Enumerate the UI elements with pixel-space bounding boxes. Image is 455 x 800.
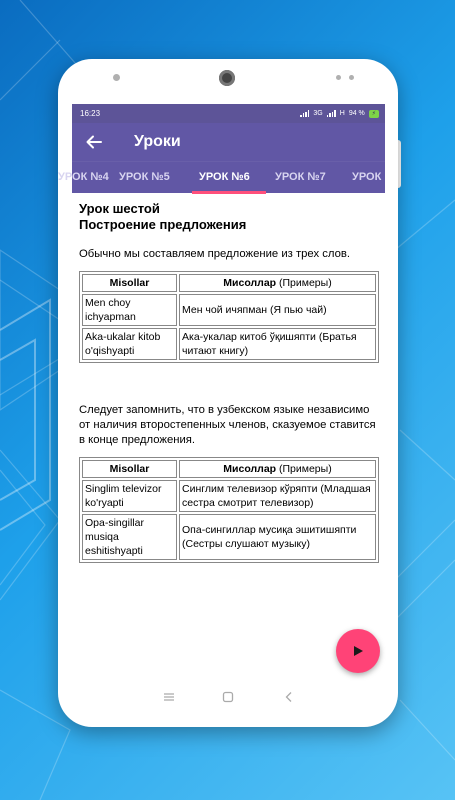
table-row: [82, 514, 376, 560]
table-header-row: [82, 460, 376, 478]
tab-lesson-8[interactable]: УРОК: [352, 171, 382, 183]
tab-lesson-5[interactable]: УРОК №5: [119, 171, 170, 183]
app-title: Уроки: [134, 133, 181, 150]
table-cell-ru: Мен чой ичяпман (Я пью чай): [179, 294, 376, 326]
signal-icon: [300, 110, 309, 117]
lesson-content: [72, 193, 385, 563]
status-time: 16:23: [80, 109, 101, 118]
lesson-title-line1: Урок шестой: [79, 201, 160, 216]
back-button[interactable]: [72, 123, 116, 161]
play-audio-button[interactable]: [336, 629, 380, 673]
arrow-left-icon: [86, 135, 102, 149]
lesson-intro: Обычно мы составляем предложение из трех слов.: [79, 248, 351, 260]
app-bar: [72, 123, 385, 161]
phone-speaker-dots: [336, 75, 354, 81]
table-cell-uz: Opa-singillar musiqa eshitishyapti: [82, 514, 177, 560]
lesson-tabs: [58, 161, 385, 193]
lesson-rule: Следует запомнить, что в узбекском языке независимо от наличия второстепенных членов, сказуемое ставится в конце предложения.: [79, 404, 376, 446]
table-cell-ru: Опа-сингиллар мусиқа эшитишяпти (Сестры слушают музыку): [179, 514, 376, 560]
play-icon: [352, 645, 364, 657]
table-cell-uz: Men choy ichyapman: [82, 294, 177, 326]
phone-camera: [219, 70, 235, 86]
table-header-row: [82, 274, 376, 292]
table-row: [82, 294, 376, 326]
signal-icon-2: [327, 110, 336, 117]
active-tab-indicator: [192, 191, 266, 194]
network-type-label: 3G: [313, 110, 323, 117]
table-cell-ru: Ака-укалар китоб ўқишяпти (Братья читают книгу): [179, 328, 376, 360]
lesson-title-line2: Построение предложения: [79, 217, 247, 232]
app-screen: [58, 104, 385, 687]
phone-sensor: [113, 74, 120, 81]
table-row: [82, 480, 376, 512]
table-header-uz: Misollar: [82, 274, 177, 292]
tab-lesson-7[interactable]: УРОК №7: [275, 171, 326, 183]
lesson-title: [79, 201, 377, 233]
examples-table-1: [79, 271, 379, 363]
tab-lesson-4[interactable]: УРОК №4: [58, 171, 109, 183]
battery-percent: 94 %: [348, 110, 365, 117]
phone-frame: [58, 59, 398, 727]
battery-charging-icon: ⚡: [369, 110, 379, 118]
table-header-uz: Misollar: [82, 460, 177, 478]
table-row: [82, 328, 376, 360]
back-chevron-icon[interactable]: [283, 691, 295, 703]
table-cell-ru: Синглим телевизор кўряпти (Младшая сестра смотрит телевизор): [179, 480, 376, 512]
table-header-ru: Мисоллар (Примеры): [179, 460, 376, 478]
tab-lesson-6[interactable]: УРОК №6: [199, 171, 250, 183]
table-cell-uz: Singlim televizor ko'ryapti: [82, 480, 177, 512]
menu-icon[interactable]: [163, 691, 175, 703]
status-bar: [72, 104, 385, 123]
network-type-label-2: H: [339, 110, 345, 117]
home-square-icon[interactable]: [222, 691, 234, 703]
status-indicators: [300, 110, 379, 118]
system-nav-bar: [72, 687, 385, 711]
table-header-ru: Мисоллар (Примеры): [179, 274, 376, 292]
table-cell-uz: Aka-ukalar kitob o'qishyapti: [82, 328, 177, 360]
examples-table-2: [79, 457, 379, 563]
